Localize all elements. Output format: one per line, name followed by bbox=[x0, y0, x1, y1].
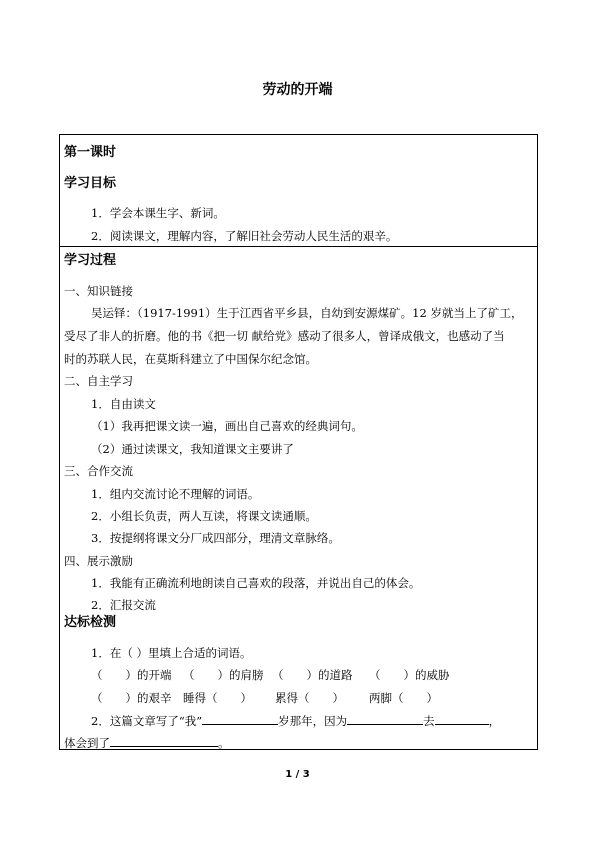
question-2-continued bbox=[64, 734, 230, 751]
goals-heading: 学习目标 bbox=[64, 176, 117, 191]
fill-blank-item: （ ）的开端 bbox=[91, 668, 172, 682]
answer-blank[interactable] bbox=[110, 734, 218, 747]
fill-blank-item: （ ）的肩膀 bbox=[183, 668, 264, 682]
question-2 bbox=[91, 712, 500, 729]
check-heading: 达标检测 bbox=[64, 615, 117, 630]
document-title: 劳动的开端 bbox=[262, 82, 333, 98]
goal-item: 2．阅读课文，理解内容，了解旧社会劳动人民生活的艰辛。 bbox=[91, 229, 398, 243]
paragraph-line: 受尽了非人的折磨。他的书《把一切 献给党》感动了很多人，曾译成俄文，也感动了当 bbox=[64, 329, 505, 343]
fill-blank-item: （ ）的艰辛 bbox=[91, 691, 172, 705]
list-item: 1．自由读文 bbox=[91, 397, 156, 411]
list-item: 2．汇报交流 bbox=[91, 598, 156, 612]
fill-blank-item: 累得（ ） bbox=[275, 691, 344, 705]
fill-blank-item: 睡得（ ） bbox=[183, 691, 252, 705]
list-item: （2）通过读课文，我知道课文主要讲了 bbox=[91, 442, 294, 456]
question-text: ， bbox=[488, 714, 501, 728]
paragraph-line: 时的苏联人民，在莫斯科建立了中国保尔纪念馆。 bbox=[64, 352, 317, 366]
list-item: 1．我能有正确流利地朗读自己喜欢的段落，并说出自己的体会。 bbox=[91, 576, 421, 590]
answer-blank[interactable] bbox=[435, 712, 489, 725]
question-text: 1．在（ ）里填上合适的词语。 bbox=[91, 646, 252, 660]
answer-blank[interactable] bbox=[347, 712, 423, 725]
list-item: （1）我再把课文读一遍，画出自己喜欢的经典词句。 bbox=[91, 419, 363, 433]
lesson-heading: 第一课时 bbox=[64, 145, 117, 160]
section-title-showcase: 四、展示激励 bbox=[64, 554, 133, 568]
question-text: 岁那年，因为 bbox=[278, 714, 348, 728]
paragraph-line: 吴运铎：（1917-1991）生于江西省平乡县，自幼到安源煤矿。12 岁就当上了矿工， bbox=[91, 306, 523, 320]
question-text: 去 bbox=[423, 714, 435, 728]
question-text: 。 bbox=[218, 736, 230, 750]
goal-item: 1．学会本课生字、新词。 bbox=[91, 206, 225, 220]
list-item: 2．小组长负责，两人互读，将课文读通顺。 bbox=[91, 509, 317, 523]
answer-blank[interactable] bbox=[202, 712, 278, 725]
section-title-cooperation: 三、合作交流 bbox=[64, 464, 133, 478]
fill-blank-item: （ ）的道路 bbox=[272, 668, 353, 682]
fill-blank-item: （ ）的威胁 bbox=[369, 668, 450, 682]
list-item: 1．组内交流讨论不理解的词语。 bbox=[91, 487, 260, 501]
fill-blank-item: 两脚（ ） bbox=[369, 691, 438, 705]
list-item: 3．按提纲将课文分厂成四部分，理清文章脉络。 bbox=[91, 531, 340, 545]
question-text: 体会到了 bbox=[64, 736, 110, 750]
section-title-knowledge: 一、知识链接 bbox=[64, 284, 133, 298]
process-heading: 学习过程 bbox=[64, 253, 117, 268]
section-title-self-study: 二、自主学习 bbox=[64, 374, 133, 388]
question-text: 2．这篇文章写了“我” bbox=[91, 714, 203, 728]
page-number: 1 / 3 bbox=[285, 769, 310, 780]
